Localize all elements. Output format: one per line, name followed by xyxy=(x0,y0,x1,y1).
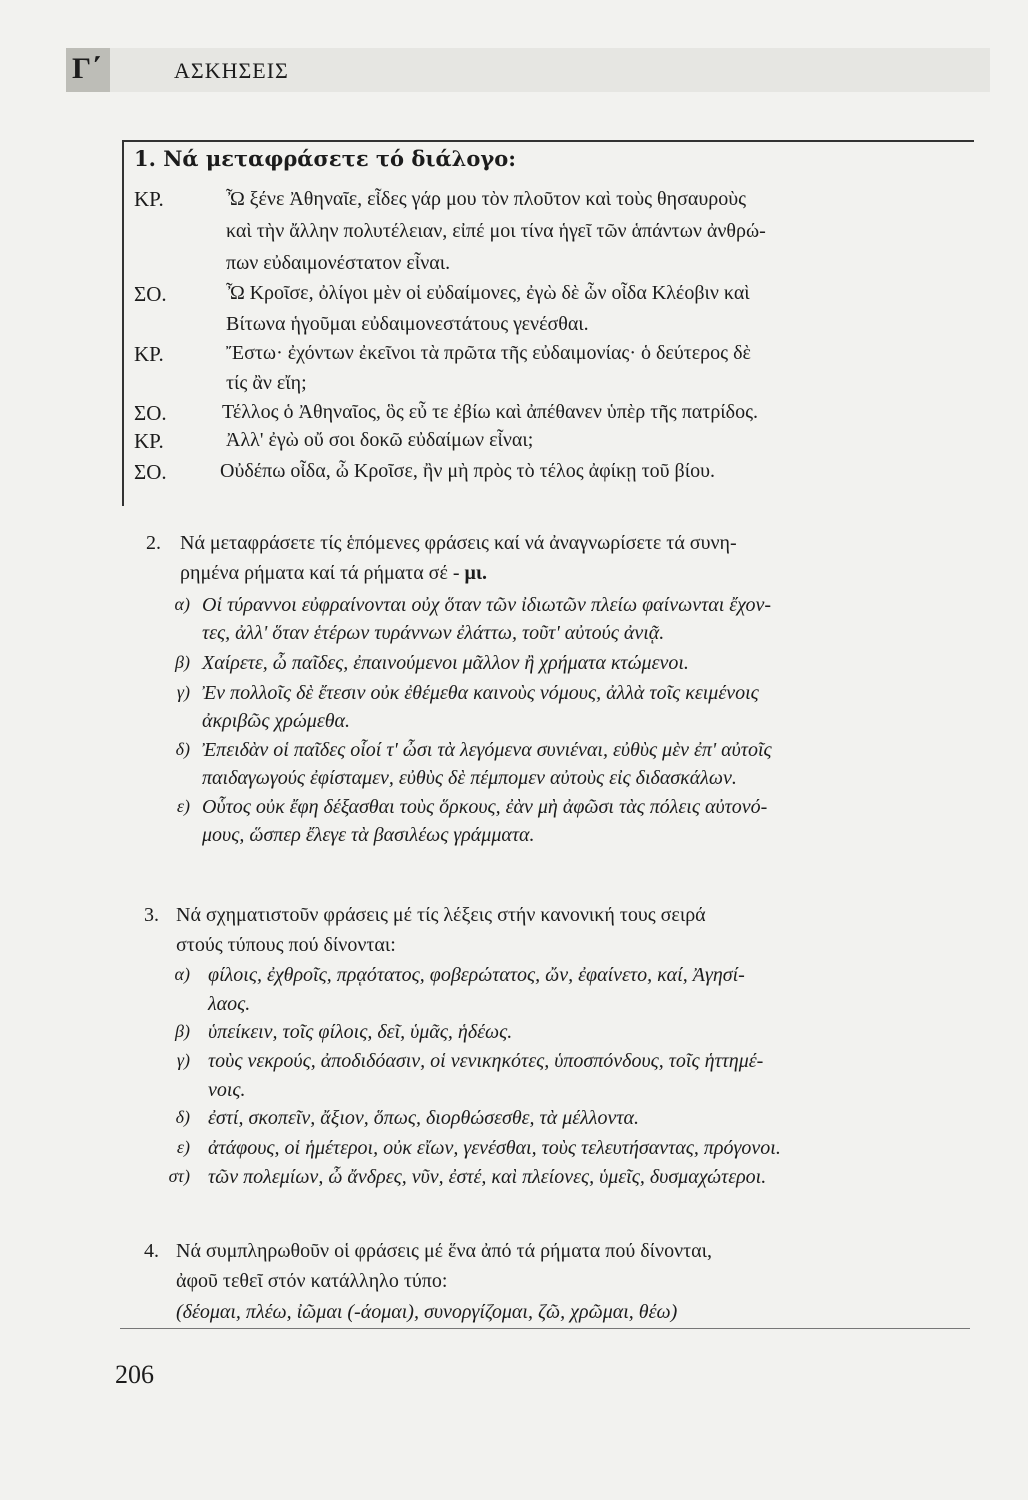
bold-term: μι. xyxy=(464,562,488,584)
exercise-2-instruction: ρημένα ρήματα καί τά ρήματα σέ - μι. xyxy=(180,562,488,584)
exercise-3-instruction: στούς τύπους πού δίνονται: xyxy=(176,934,396,956)
exercise-2-item: Οὗτος οὐκ ἔφη δέξασθαι τοὺς ὅρκους, ἐὰν μὴ ἀφῶσι τὰς πόλεις αὐτονό- xyxy=(202,796,768,818)
exercise-3-item: νοις. xyxy=(208,1079,246,1101)
speaker-label: ΣΟ. xyxy=(134,460,167,484)
dialog-line: Ὦ ξένε Ἀθηναῖε, εἶδες γάρ μου τὸν πλοῦτον καὶ τοὺς θησαυροὺς xyxy=(226,188,747,210)
speaker-label: ΚΡ. xyxy=(134,187,164,211)
speaker-label: ΚΡ. xyxy=(134,429,164,453)
dialog-line: τίς ἂν εἴη; xyxy=(226,372,307,394)
exercise-2-item: Ἐν πολλοῖς δὲ ἔτεσιν οὐκ ἐθέμεθα καινοὺς νόμους, ἀλλὰ τοῖς κειμένοις xyxy=(202,682,759,704)
exercise-4-instruction: Νά συμπληρωθοῦν οἱ φράσεις μέ ἕνα ἀπό τά ρήματα πού δίνονται, xyxy=(176,1240,713,1262)
exercise-3-item: λαος. xyxy=(208,993,251,1015)
item-mark: δ) xyxy=(175,1107,190,1127)
exercise-2-item: τες, ἀλλ' ὅταν ἑτέρων τυράννων ἐλάττω, τοῦτ' αὐτούς ἀνιᾷ. xyxy=(202,622,665,644)
dialog-line: Ἔστω· ἐχόντων ἐκεῖνοι τὰ πρῶτα τῆς εὐδαιμονίας· ὁ δεύτερος δὲ xyxy=(226,342,751,364)
speaker-label: ΚΡ. xyxy=(134,342,164,366)
exercise-3-item: τοὺς νεκρούς, ἀποδιδόασιν, οἱ νενικηκότες, ὑποσπόνδους, τοῖς ἡττημέ- xyxy=(208,1050,764,1072)
item-mark: α) xyxy=(174,964,190,984)
dialog-line: πων εὐδαιμονέστατον εἶναι. xyxy=(226,252,451,274)
verb-list: (δέομαι, πλέω, ἰῶμαι (-άομαι), συνοργίζομαι, ζῶ, χρῶμαι, θέω) xyxy=(176,1301,678,1323)
exercise-3-item: ἀτάφους, οἱ ἡμέτεροι, οὐκ εἴων, γενέσθαι, τοὺς τελευτήσαντας, πρόγονοι. xyxy=(208,1137,781,1159)
exercise-1-title: 1. Νά μεταφράσετε τό διάλογο: xyxy=(134,146,517,171)
section-letter: Γ΄ xyxy=(72,52,102,85)
exercise-3-item: τῶν πολεμίων, ὦ ἄνδρες, νῦν, ἐστέ, καὶ πλείονες, ὑμεῖς, δυσμαχώτεροι. xyxy=(208,1166,767,1188)
dialog-line: Ὦ Κροῖσε, ὀλίγοι μὲν οἱ εὐδαίμονες, ἐγὼ δὲ ὧν οἶδα Κλέοβιν καὶ xyxy=(226,282,750,304)
item-mark: β) xyxy=(175,652,190,672)
item-mark: ε) xyxy=(176,796,190,816)
item-mark: γ) xyxy=(176,1050,190,1070)
exercise-2-item: παιδαγωγούς ἐφίσταμεν, εὐθὺς δὲ πέμπομεν αὐτοὺς εἰς διδασκάλων. xyxy=(202,767,737,789)
exercise-2-item: Οἱ τύραννοι εὐφραίνονται οὐχ ὅταν τῶν ἰδιωτῶν πλείω φαίνωνται ἔχον- xyxy=(202,594,772,616)
exercise-3-instruction: Νά σχηματιστοῦν φράσεις μέ τίς λέξεις στήν κανονική τους σειρά xyxy=(176,904,706,926)
exercise-2-number: 2. xyxy=(146,532,161,554)
dialog-line: Ἀλλ' ἐγὼ οὔ σοι δοκῶ εὐδαίμων εἶναι; xyxy=(226,429,534,451)
exercise-2-item: Χαίρετε, ὦ παῖδες, ἐπαινούμενοι μᾶλλον ἢ χρήματα κτώμενοι. xyxy=(202,652,689,674)
dialog-line: καὶ τὴν ἄλλην πολυτέλειαν, εἰπέ μοι τίνα ἡγεῖ τῶν ἁπάντων ἀνθρώ- xyxy=(226,220,766,242)
item-mark: ε) xyxy=(176,1137,190,1157)
exercise-2-item: ἀκριβῶς χρώμεθα. xyxy=(202,710,351,732)
item-mark: α) xyxy=(174,594,190,614)
exercise-4-number: 4. xyxy=(144,1240,159,1262)
item-mark: β) xyxy=(175,1021,190,1041)
exercise-4-instruction: ἀφοῦ τεθεῖ στόν κατάλληλο τύπο: xyxy=(176,1270,448,1292)
exercise-3-item: ὑπείκειν, τοῖς φίλοις, δεῖ, ὑμᾶς, ἡδέως. xyxy=(208,1021,513,1043)
page-number: 206 xyxy=(115,1360,154,1389)
exercise-3-number: 3. xyxy=(144,904,159,926)
page-title: ΑΣΚΗΣΕΙΣ xyxy=(174,58,289,83)
bottom-divider xyxy=(120,1328,970,1329)
exercise-3-item: φίλοις, ἐχθροῖς, πρᾳότατος, φοβερώτατος, ὤν, ἐφαίνετο, καί, Ἀγησί- xyxy=(208,964,745,986)
item-mark: στ) xyxy=(168,1166,190,1186)
item-mark: γ) xyxy=(176,682,190,702)
exercise-2-item: μους, ὥσπερ ἔλεγε τὰ βασιλέως γράμματα. xyxy=(202,824,535,846)
dialog-line: Βίτωνα ἡγοῦμαι εὐδαιμονεστάτους γενέσθαι. xyxy=(226,313,589,335)
dialog-line: Τέλλος ὁ Ἀθηναῖος, ὃς εὖ τε ἐβίω καὶ ἀπέθανεν ὑπὲρ τῆς πατρίδος. xyxy=(222,401,759,423)
exercise-2-instruction: Νά μεταφράσετε τίς ἑπόμενες φράσεις καί νά ἀναγνωρίσετε τά συνη- xyxy=(180,532,737,554)
item-mark: δ) xyxy=(175,739,190,759)
speaker-label: ΣΟ. xyxy=(134,282,167,306)
exercise-2-item: Ἐπειδὰν οἱ παῖδες οἷοί τ' ὦσι τὰ λεγόμενα συνιέναι, εὐθὺς μὲν ἐπ' αὐτοῖς xyxy=(202,739,772,761)
exercise-3-item: ἐστί, σκοπεῖν, ἄξιον, ὅπως, διορθώσεσθε, τὰ μέλλοντα. xyxy=(208,1107,639,1129)
speaker-label: ΣΟ. xyxy=(134,401,167,425)
dialog-line: Οὐδέπω οἶδα, ὦ Κροῖσε, ἢν μὴ πρὸς τὸ τέλος ἀφίκῃ τοῦ βίου. xyxy=(220,460,715,482)
